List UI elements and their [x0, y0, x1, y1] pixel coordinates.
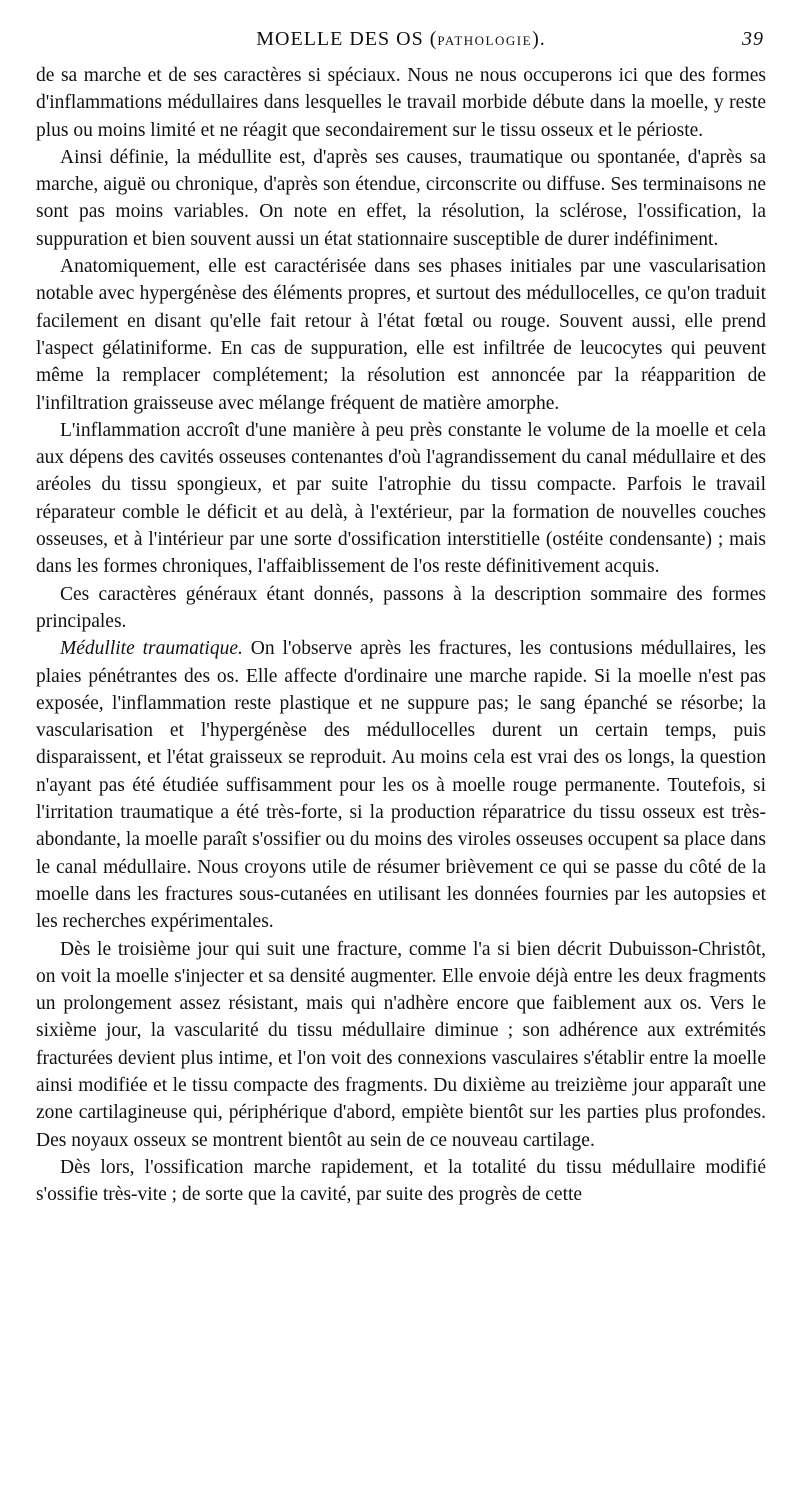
paragraph-6 [36, 635, 766, 935]
paragraph-7-text: Dès le troisième jour qui suit une fracture, comme l'a si bien décrit Dubuisson-Christôt, on voit la moelle s'injecter et sa densité augmenter. Elle envoie déjà entre les deux fragments un prolongement assez résistant, mais qui n'adhère encore que faiblement aux os. Vers le sixième jour, la vascularité du tissu médullaire diminue ; son adhérence aux extrémités fracturées devient plus intime, et l'on voit des connexions vasculaires s'établir entre la moelle ainsi modifiée et le tissu compacte des fragments. Du dixième au treizième jour apparaît une zone cartilagineuse qui, périphérique d'abord, empiète bientôt sur les parties plus profondes. Des noyaux osseux se montrent bientôt au sein de ce nouveau cartilage. [36, 938, 766, 1151]
paragraph-5-text: Ces caractères généraux étant donnés, passons à la description sommaire des formes principales. [36, 583, 766, 632]
paragraph-3-text: Anatomiquement, elle est caractérisée dans ses phases initiales par une vascularisation notable avec hypergénèse des éléments propres, et surtout des médullocelles, ce qu'on traduit facilement en disant qu'elle fait retour à l'état fœtal ou rouge. Souvent aussi, elle prend l'aspect gélatiniforme. En cas de suppuration, elle est infiltrée de leucocytes qui peuvent même la remplacer complétement; la résolution est annoncée par la réapparition de l'infiltration graisseuse avec mélange fréquent de matière amorphe. [36, 256, 766, 414]
paragraph-3 [36, 253, 766, 417]
paragraph-2-text: Ainsi définie, la médullite est, d'après ses causes, traumatique ou spontanée, d'après sa marche, aiguë ou chronique, d'après son étendue, circonscrite ou diffuse. Ses terminaisons ne sont pas moins variables. On note en effet, la résolution, la sclérose, l'ossification, la suppuration et bien souvent aussi un état stationnaire susceptible de durer indéfiniment. [36, 146, 766, 250]
page-number: 39 [742, 28, 764, 50]
running-title-small-caps: PATHOLOGIE [437, 33, 533, 48]
running-title-end: ). [532, 28, 546, 50]
running-title-main: MOELLE DES OS ( [256, 28, 438, 50]
paragraph-1-text: de sa marche et de ses caractères si spéciaux. Nous ne nous occuperons ici que des formes d'inflammations médullaires dans lesquelles le travail morbide débute dans la moelle, y reste plus ou moins limité et ne réagit que secondairement sur le tissu osseux et le périoste. [36, 65, 766, 141]
paragraph-2 [36, 144, 766, 253]
running-title [36, 28, 766, 51]
paragraph-8 [36, 1154, 766, 1209]
document-page [36, 28, 766, 1208]
body-text [36, 62, 766, 1208]
paragraph-4 [36, 417, 766, 581]
paragraph-5 [36, 581, 766, 636]
paragraph-6-text: On l'observe après les fractures, les contusions médullaires, les plaies pénétrantes des os. Elle affecte d'ordinaire une marche rapide. Si la moelle n'est pas exposée, l'inflammation reste plastique et ne suppure pas; le sang épanché se résorbe; la vascularisation et l'hypergénèse des médullocelles durent un certain temps, puis disparaissent, et l'état graisseux se reproduit. Au moins cela est vrai des os longs, la question n'ayant pas été étudiée suffisamment pour les os à moelle rouge permanente. Toutefois, si l'irritation traumatique a été très-forte, si la production réparatrice du tissu osseux est très-abondante, la moelle paraît s'ossifier ou du moins des viroles osseuses occupent sa place dans le canal médullaire. Nous croyons utile de résumer brièvement ce qui se passe du côté de la moelle dans les fractures sous-cutanées en utilisant les données fournies par les autopsies et les recherches expérimentales. [36, 638, 766, 933]
paragraph-1 [36, 62, 766, 144]
paragraph-8-text: Dès lors, l'ossification marche rapidement, et la totalité du tissu médullaire modifié s'ossifie très-vite ; de sorte que la cavité, par suite des progrès de cette [36, 1156, 766, 1206]
section-heading-medullite-traumatique: Médullite traumatique. [60, 638, 243, 660]
running-header [36, 28, 766, 56]
paragraph-7 [36, 936, 766, 1154]
paragraph-4-text: L'inflammation accroît d'une manière à peu près constante le volume de la moelle et cela aux dépens des cavités osseuses contenantes d'où l'agrandissement du canal médullaire et des aréoles du tissu spongieux, et par suite l'atrophie du tissu compacte. Parfois le travail réparateur comble le déficit et au delà, à l'extérieur, par la formation de nouvelles couches osseuses, et à l'intérieur par une sorte d'ossification interstitielle (ostéite condensante) ; mais dans les formes chroniques, l'affaiblissement de l'os reste définitivement acquis. [36, 419, 766, 578]
